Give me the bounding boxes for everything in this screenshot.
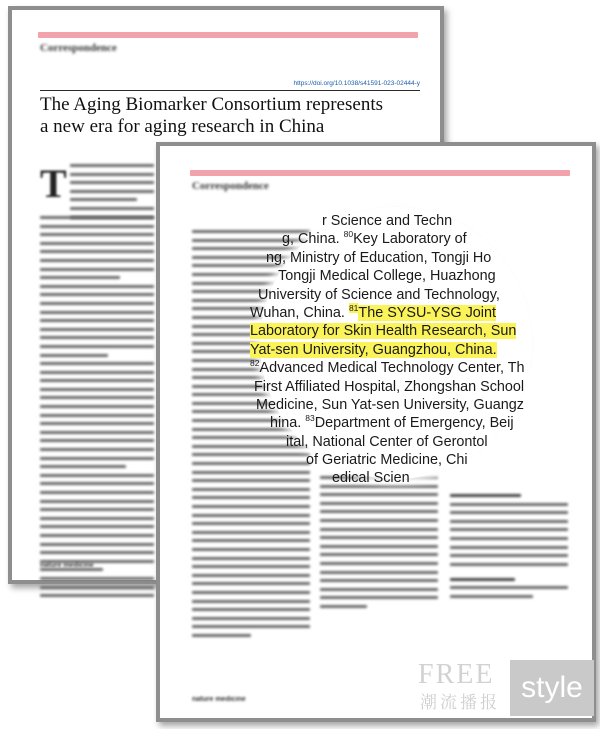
watermark-style-box: style (510, 660, 594, 716)
mag-line: of Geriatric Medicine, Chi (306, 452, 468, 469)
headline-line-2: a new era for aging research in China (40, 116, 325, 137)
mag-line: $^{82}$Advanced Medical Technology Center, Th (250, 358, 525, 377)
mag-line: edical Scien (332, 470, 410, 487)
mag-line-highlight: Laboratory for Skin Health Research, Sun (250, 323, 517, 340)
mag-line-highlight-start: Wuhan, China. $^{81}$The SYSU-YSG Joint (250, 302, 496, 321)
mag-line: Medicine, Sun Yat-sen University, Guangz (256, 396, 524, 413)
front-column-2 (320, 476, 438, 614)
header-accent-bar (190, 170, 570, 176)
back-column-1b (40, 216, 154, 603)
magnified-affiliation-text (246, 212, 566, 488)
mag-line: g, China. $^{80}$Key Laboratory of (282, 229, 467, 248)
journal-footer: nature medicine (192, 696, 246, 703)
mag-line-highlight-end: Yat-sen University, Guangzhou, China. (250, 341, 497, 358)
section-label: Correspondence (192, 180, 269, 192)
mag-line: hina. $^{83}$Department of Emergency, Beij (270, 413, 514, 432)
watermark-free-text: FREE (418, 659, 495, 690)
front-column-3 (450, 494, 568, 604)
mag-line: University of Science and Technology, (258, 286, 500, 303)
header-accent-bar (38, 32, 418, 38)
mag-line: ng, Ministry of Education, Tongji Ho (266, 249, 492, 266)
header-rule (40, 90, 420, 91)
magnifier-lens (250, 207, 532, 487)
section-label: Correspondence (40, 42, 117, 54)
mag-line: Tongji Medical College, Huazhong (278, 268, 496, 285)
journal-footer: nature medicine (40, 562, 94, 569)
drop-cap: T (40, 161, 67, 206)
mag-line: First Affiliated Hospital, Zhongshan School (254, 378, 525, 395)
watermark-chinese-text: 潮流播报 (420, 693, 500, 713)
mag-line: r Science and Techn (322, 213, 453, 229)
article-headline (40, 94, 420, 138)
headline-line-1: The Aging Biomarker Consortium represents (40, 94, 383, 115)
doi-link[interactable]: https://doi.org/10.1038/s41591-023-02444-y (293, 80, 420, 87)
freestyle-watermark (418, 660, 594, 720)
mag-line: ital, National Center of Gerontol (286, 433, 488, 450)
